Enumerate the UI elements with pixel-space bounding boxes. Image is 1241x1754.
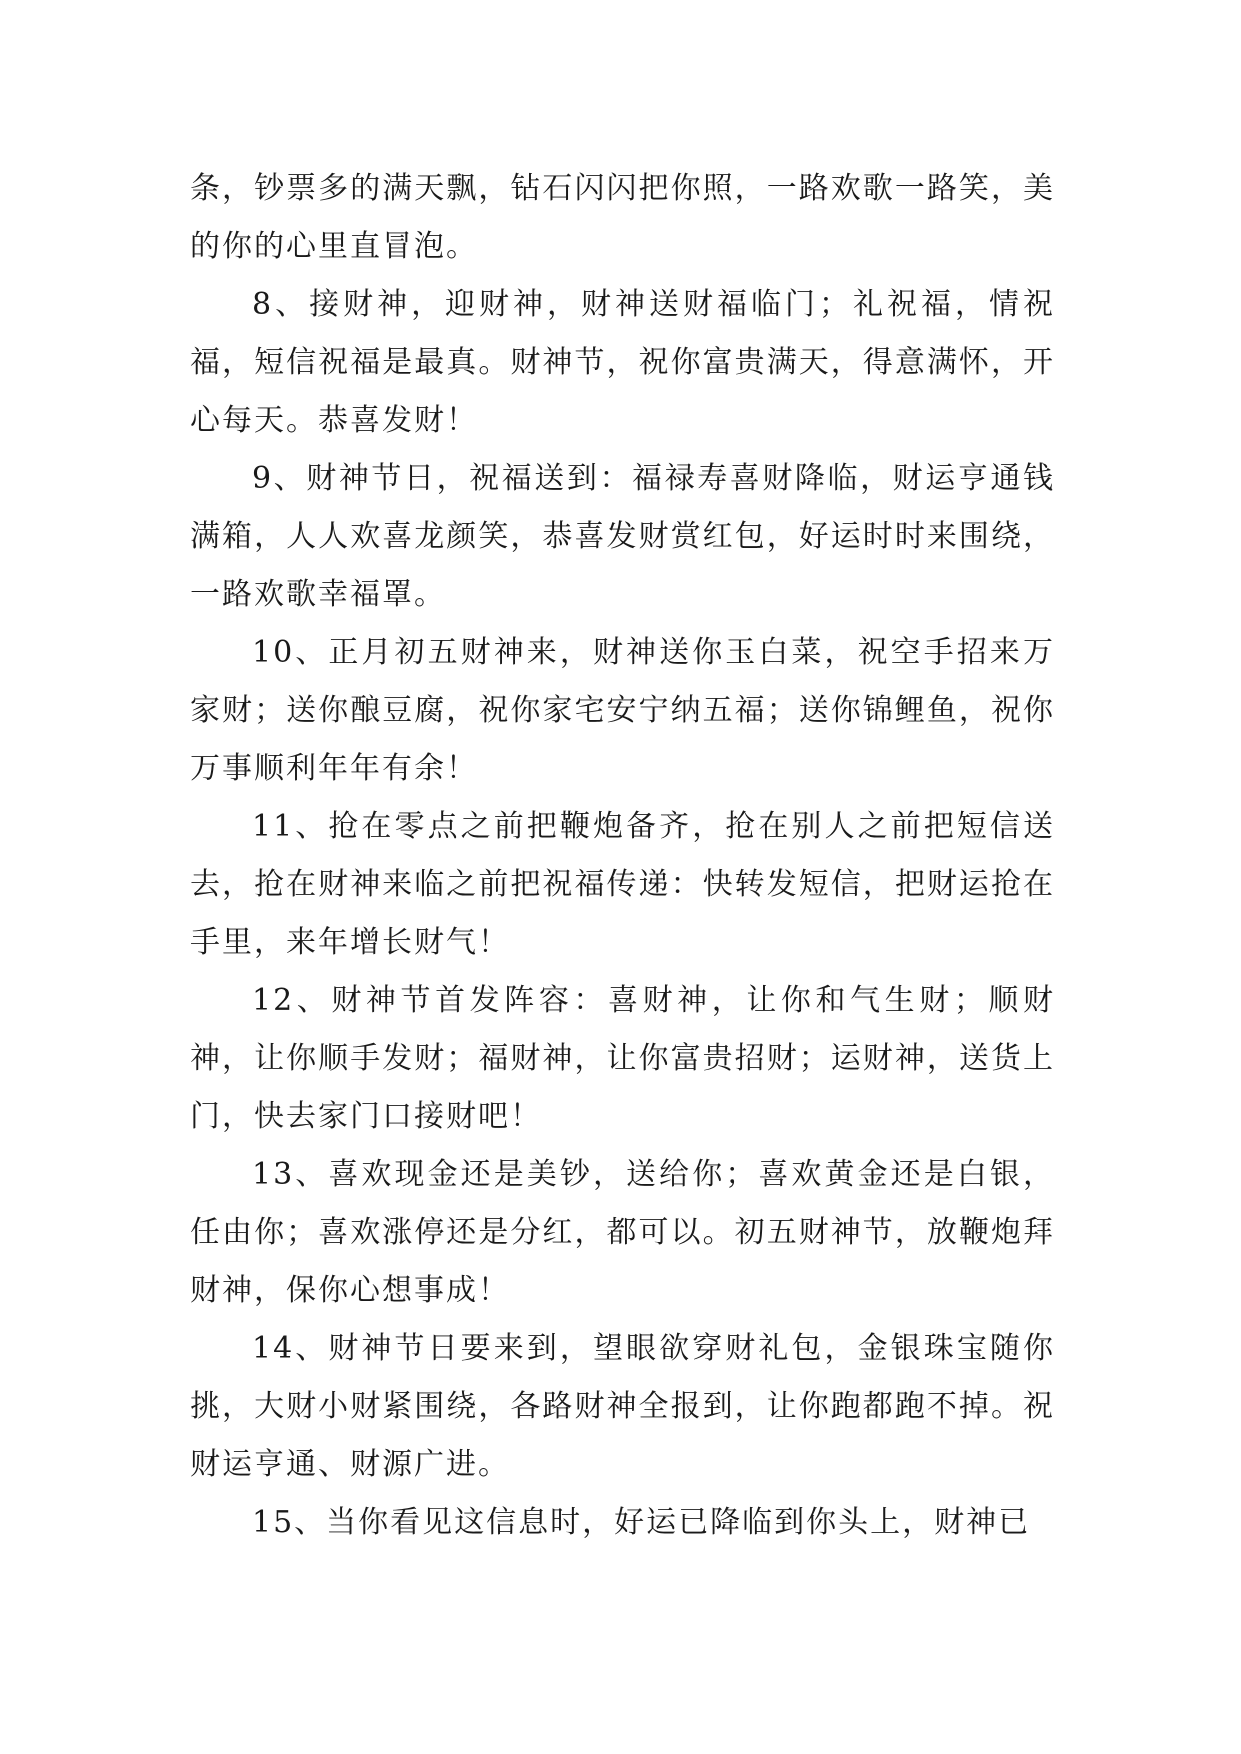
paragraph-continuation: 条，钞票多的满天飘，钻石闪闪把你照，一路欢歌一路笑，美的你的心里直冒泡。 bbox=[190, 171, 1055, 264]
paragraph-item-10: 10、正月初五财神来，财神送你玉白菜，祝空手招来万家财；送你酿豆腐，祝你家宅安宁纳五福；送你锦鲤鱼，祝你万事顺利年年有余！ bbox=[190, 635, 1055, 786]
paragraph-item-11: 11、抢在零点之前把鞭炮备齐，抢在别人之前把短信送去，抢在财神来临之前把祝福传递：快转发短信，把财运抢在手里，来年增长财气！ bbox=[190, 809, 1055, 960]
paragraph-item-8: 8、接财神，迎财神，财神送财福临门；礼祝福，情祝福，短信祝福是最真。财神节，祝你富贵满天，得意满怀，开心每天。恭喜发财！ bbox=[190, 287, 1055, 438]
paragraph-item-13: 13、喜欢现金还是美钞，送给你；喜欢黄金还是白银，任由你；喜欢涨停还是分红，都可以。初五财神节，放鞭炮拜财神，保你心想事成！ bbox=[190, 1157, 1055, 1308]
paragraph-item-14: 14、财神节日要来到，望眼欲穿财礼包，金银珠宝随你挑，大财小财紧围绕，各路财神全报到，让你跑都跑不掉。祝财运亨通、财源广进。 bbox=[190, 1331, 1055, 1482]
paragraph-item-15: 15、当你看见这信息时，好运已降临到你头上，财神已 bbox=[252, 1505, 1031, 1540]
paragraph-item-12: 12、财神节首发阵容：喜财神，让你和气生财；顺财神，让你顺手发财；福财神，让你富贵招财；运财神，送货上门，快去家门口接财吧！ bbox=[190, 983, 1055, 1134]
document-body bbox=[190, 160, 1055, 1552]
paragraph-item-9: 9、财神节日，祝福送到：福禄寿喜财降临，财运亨通钱满箱，人人欢喜龙颜笑，恭喜发财赏红包，好运时时来围绕，一路欢歌幸福罩。 bbox=[190, 461, 1055, 612]
